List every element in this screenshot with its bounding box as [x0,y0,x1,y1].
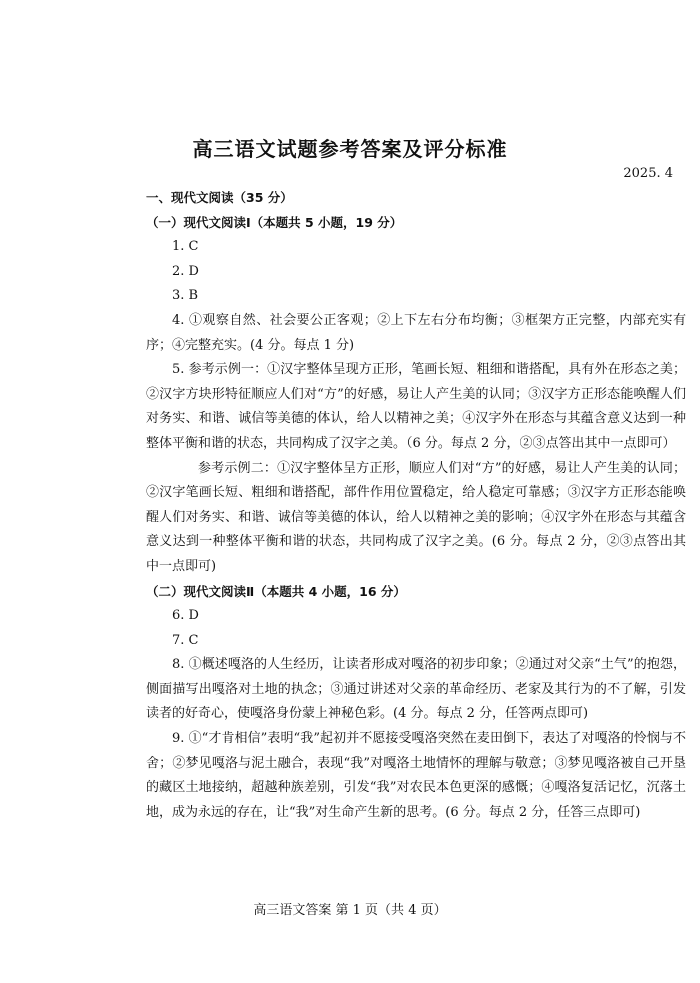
answer-4: 4. ①观察自然、社会要公正客观；②上下左右分布均衡；③框架方正完整，内部充实有序；④完整充实。(4 分。每点 1 分) [146,312,686,353]
section-heading-1: 一、现代文阅读（35 分） [146,190,293,205]
answer-7: 7. C [172,632,199,648]
answer-3: 3. B [172,288,199,304]
answer-2: 2. D [172,263,199,279]
answer-8: 8. ①概述嘎洛的人生经历，让读者形成对嘎洛的初步印象；②通过对父亲“土气”的抱怨，侧面描写出嘎洛对土地的执念；③通过讲述对父亲的革命经历、老家及其行为的不了解，引发读者的好奇心，使嘎洛身份蒙上神秘色彩。(4 分。每点 2 分，任答两点即可) [146,657,686,722]
answer-content [146,186,686,825]
subsection-heading-1: （一）现代文阅读Ⅰ（本题共 5 小题，19 分） [146,214,403,230]
answer-9: 9. ①“才肯相信”表明“我”起初并不愿接受嘎洛突然在麦田倒下，表达了对嘎洛的怜悯与不舍；②梦见嘎洛与泥土融合，表现“我”对嘎洛土地情怀的理解与敬意；③梦见嘎洛被自己开垦的藏区土地接纳，超越种族差别，引发“我”对农民本色更深的感慨；④嘎洛复活记忆，沉落土地，成为永远的存在，让“我”对生命产生新的思考。(6 分。每点 2 分，任答三点即可) [146,731,686,820]
answer-6: 6. D [172,608,199,624]
answer-5-example-2: 参考示例二：①汉字整体呈方正形，顺应人们对“方”的好感，易让人产生美的认同；②汉字笔画长短、粗细和谐搭配，部件作用位置稳定，给人稳定可靠感；③汉字方正形态能唤醒人们对务实、和谐、诚信等美德的体认，给人以精神之美的影响；④汉字外在形态与其蕴含意义达到一种整体平衡和谐的状态，共同构成了汉字之美。(6 分。每点 2 分，②③点答出其中一点即可) [146,460,686,574]
exam-date: 2025. 4 [623,166,673,181]
answer-5-example-1: 5. 参考示例一：①汉字整体呈现方正形，笔画长短、粗细和谐搭配，具有外在形态之美；②汉字方块形特征顺应人们对“方”的好感，易让人产生美的认同；③汉字方正形态能唤醒人们对务实、和谐、诚信等美德的体认，给人以精神之美；④汉字外在形态与其蕴含意义达到一种整体平衡和谐的状态，共同构成了汉字之美。（6 分。每点 2 分，②③点答出其中一点即可） [146,362,686,451]
page-title: 高三语文试题参考答案及评分标准 [192,137,508,161]
page-footer: 高三语文答案 第 1 页（共 4 页） [253,903,447,918]
subsection-heading-2: （二）现代文阅读Ⅱ（本题共 4 小题，16 分） [146,583,406,599]
answer-1: 1. C [172,239,199,255]
